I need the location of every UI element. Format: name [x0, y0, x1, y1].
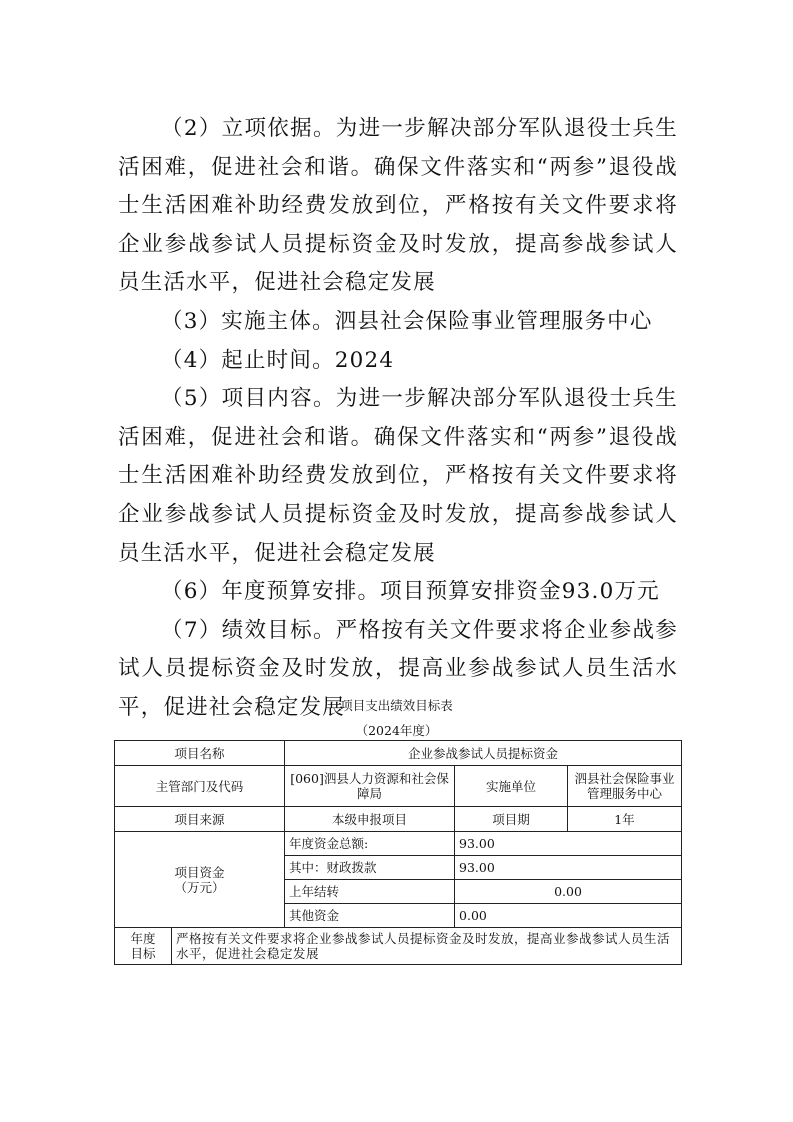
period-label: 项目期 — [455, 807, 568, 832]
funds-label-cell — [115, 832, 285, 928]
source-label: 项目来源 — [115, 807, 285, 832]
table-row — [115, 766, 682, 807]
period-value: 1年 — [568, 807, 682, 832]
project-name-value: 企业参战参试人员提标资金 — [285, 741, 682, 766]
paragraph-performance-goal: （7）绩效目标。严格按有关文件要求将企业参战参试人员提标资金及时发放，提高业参战参试人员生活水平，促进社会稳定发展 — [118, 617, 678, 720]
table-row — [115, 741, 682, 766]
funds-row-value: 0.00 — [455, 904, 682, 928]
paragraph-project-basis: （2）立项依据。为进一步解决部分军队退役士兵生活困难，促进社会和谐。确保文件落实和“两参”退役战士生活困难补助经费发放到位，严格按有关文件要求将企业参战参试人员提标资金及时发放，提高参战参试人员生活水平，促进社会稳定发展 — [118, 116, 678, 296]
paragraph-implementing-body: （3）实施主体。泗县社会保险事业管理服务中心 — [161, 308, 653, 334]
goal-label-line2: 目标 — [130, 946, 156, 961]
table-year: （2024年度） — [355, 723, 438, 738]
funds-unit: （万元） — [174, 879, 225, 895]
paragraph-budget: （6）年度预算安排。项目预算安排资金93.0万元 — [161, 579, 660, 605]
goal-value: 严格按有关文件要求将企业参战参试人员提标资金及时发放，提高业参战参试人员生活水平，促进社会稳定发展 — [172, 928, 682, 965]
funds-row-value: 0.00 — [455, 880, 682, 904]
funds-row-label: 上年结转 — [285, 880, 455, 904]
source-value: 本级申报项目 — [285, 807, 455, 832]
unit-label: 实施单位 — [455, 766, 568, 807]
funds-label: 项目资金 — [174, 864, 225, 880]
funds-row-value: 93.00 — [455, 856, 682, 880]
funds-row-label: 其中：财政拨款 — [285, 856, 455, 880]
goal-label-cell — [115, 928, 172, 965]
table-row — [115, 832, 682, 856]
unit-value: 泗县社会保险事业管理服务中心 — [568, 766, 682, 807]
paragraph-time-period: （4）起止时间。2024 — [161, 347, 395, 373]
dept-label: 主管部门及代码 — [115, 766, 285, 807]
table-row — [115, 807, 682, 832]
paragraph-project-content: （5）项目内容。为进一步解决部分军队退役士兵生活困难，促进社会和谐。确保文件落实和“两参”退役战士生活困难补助经费发放到位，严格按有关文件要求将企业参战参试人员提标资金及时发放，提高参战参试人员生活水平，促进社会稳定发展 — [118, 386, 678, 566]
goal-label-line1: 年度 — [130, 931, 156, 946]
table-row — [115, 928, 682, 965]
project-name-label: 项目名称 — [115, 741, 285, 766]
performance-goal-table — [114, 740, 682, 965]
table-title: 项目支出绩效目标表 — [340, 698, 453, 713]
funds-row-value: 93.00 — [455, 832, 682, 856]
funds-row-label: 年度资金总额: — [285, 832, 455, 856]
funds-row-label: 其他资金 — [285, 904, 455, 928]
dept-value: [060]泗县人力资源和社会保障局 — [285, 766, 455, 807]
document-body — [118, 110, 678, 728]
